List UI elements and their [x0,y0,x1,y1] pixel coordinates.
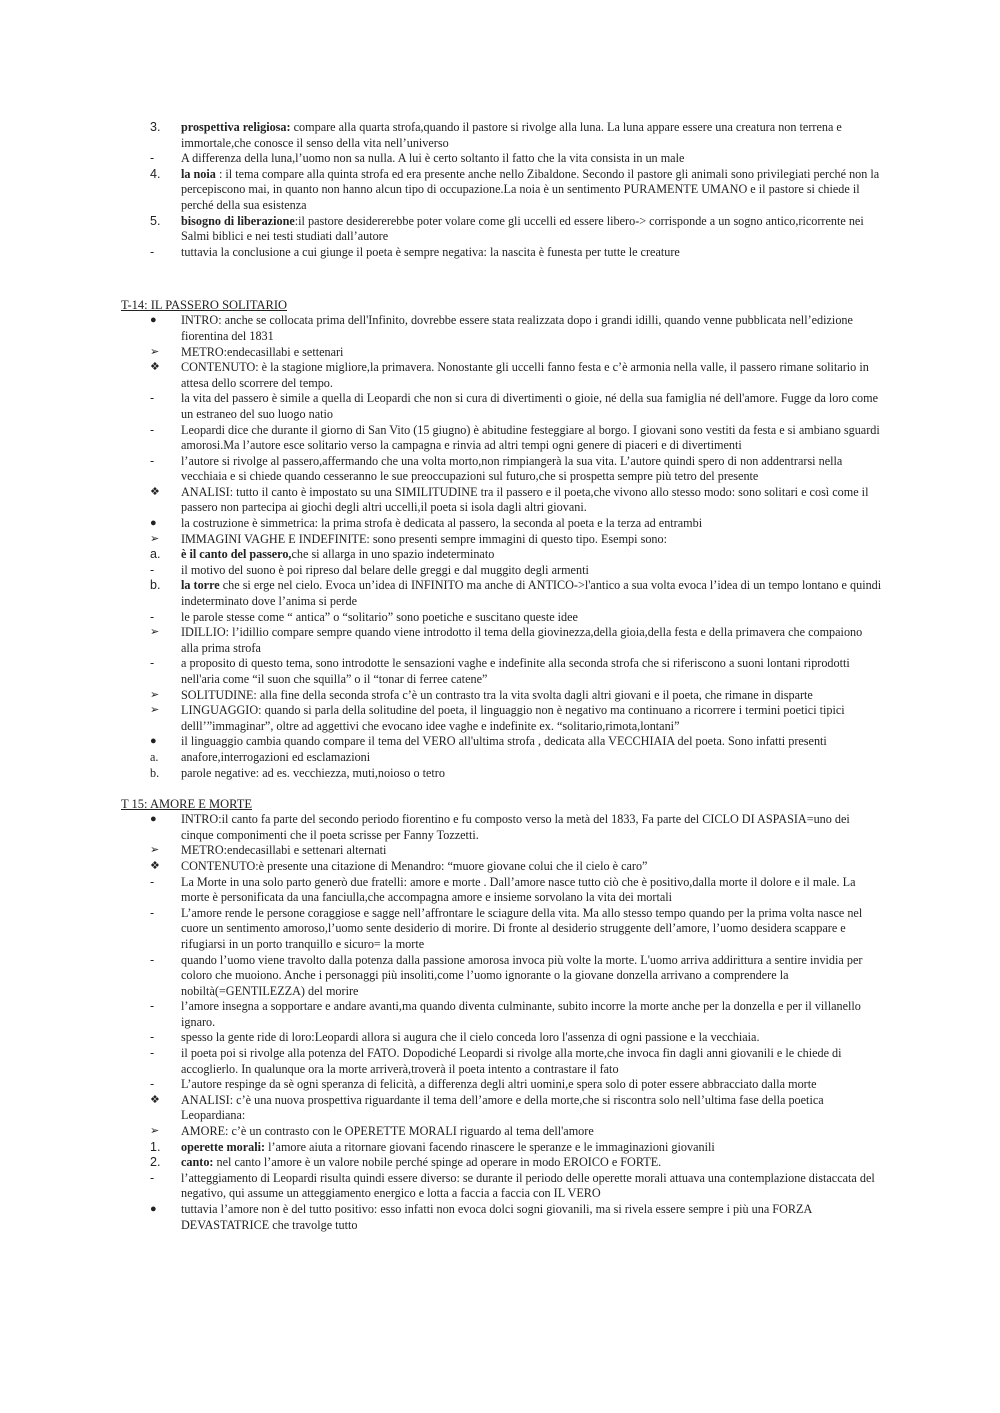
item-text: IMMAGINI VAGHE E INDEFINITE: sono presenti sempre immagini di questo tipo. Esempi sono: [181,531,667,546]
list-marker: ❖ [150,1093,160,1106]
item-text: IDILLIO: l’idillio compare sempre quando viene introdotto il tema della giovinezza,della gioia,della festa e della primavera che compaiono alla prima strofa [181,625,863,655]
list-marker: - [150,391,155,406]
item-text: METRO:endecasillabi e settenari [181,344,344,359]
list-marker: - [150,656,155,671]
item-text: l’autore si rivolge al passero,affermando che una volta morto,non rimpiangerà la sua vita. L’autore quindi spero di non addentrarsi nella vecchiaia e si chiede quando cesseranno le sue preoccupazioni sul futuro,che si prospetta sempre più tetro del presente [181,453,843,484]
list-item [0,1202,1000,1233]
bold-term: operette morali: [181,1139,266,1154]
list-marker: - [150,952,155,967]
document-page [0,120,1000,1233]
list-marker: ● [150,735,157,748]
item-text: METRO:endecasillabi e settenari alternati [181,843,387,858]
list-item [0,345,1000,361]
list-item [0,953,1000,1000]
list-item [0,454,1000,485]
item-text: ANALISI: tutto il canto è impostato su una SIMILITUDINE tra il passero e il poeta,che vivono allo stesso modo: sono solitari e così come il passero non partecipa ai giochi degli altri uccelli,il poeta si isola dagli altri giovani. [181,484,869,515]
list-marker: - [150,1077,155,1092]
item-text: A differenza della luna,l’uomo non sa nulla. A lui è certo soltanto il fatto che la vita consista in un male [181,151,685,166]
list-item [0,843,1000,859]
bold-term: canto: [181,1155,214,1170]
list-marker: ● [150,813,157,826]
list-marker: ❖ [150,361,160,374]
list-item [0,656,1000,687]
list-item [0,766,1000,782]
item-text: L’amore rende le persone coraggiose e sagge nell’affrontare le sciagure della vita. Ma allo stesso tempo quando per la prima volta nasce nel cuore un sentimento amoroso,l’uomo sente desiderio di morire. Di fronte al desiderio struggente dell’amore, l’uomo desidera scappare e rifugiarsi in un porto tranquillo e sicuro= la morte [181,905,863,951]
list-item [0,734,1000,750]
list-item [0,532,1000,548]
list-marker: ➢ [150,704,160,717]
list-marker: ❖ [150,859,160,872]
list-marker: - [150,609,155,624]
item-text: AMORE: c’è un contrasto con le OPERETTE MORALI riguardo al tema dell'amore [181,1124,594,1139]
list-item [0,906,1000,953]
item-text: : il tema compare alla quinta strofa ed era presente anche nello Zibaldone. Secondo il pastore gli animali sono privilegiati perché non la percepiscono mai, in quanto non hanno alcun tipo di occupazione.La noia è un sentimento PURAMENTE UMANO e il pastore si chiede il perché della sua esistenza [181,166,880,212]
list-marker: ➢ [150,532,160,545]
list-item [0,875,1000,906]
item-text: che si erge nel cielo. Evoca un’idea di INFINITO ma anche di ANTICO->l'antico a sua volta evoca l’idea di un tempo lontano e quindi indeterminato dove l’anima si perde [181,578,882,609]
list-item [0,859,1000,875]
list-marker: - [150,151,155,166]
list-marker: - [150,422,155,437]
list-item [0,485,1000,516]
list-marker: ➢ [150,688,160,701]
item-text: :il pastore desidererebbe poter volare come gli uccelli ed essere libero-> corrisponde a un sogno antico,ricorrente nei Salmi biblici e nei testi studiati dall’autore [181,213,864,244]
list-marker: a. [150,749,159,764]
item-text: Leopardi dice che durante il giorno di San Vito (15 giugno) è abitudine festeggiare al borgo. I giovani sono vestiti da festa e si ambiano sguardi amorosi.Ma l’autore esce solitario verso la campagna e rinvia ad altri tempi ogni genere di piaceri e di divertimenti [181,422,880,453]
bold-term: la noia [181,166,216,181]
list-marker: - [150,874,155,889]
list-item [0,610,1000,626]
list-marker: ❖ [150,485,160,498]
list-item [0,625,1000,656]
list-item [0,1077,1000,1093]
list-marker: - [150,1046,155,1061]
item-text: INTRO:il canto fa parte del secondo periodo fiorentino e fu composto verso la metà del 1833, Fa parte del CICLO DI ASPASIA=uno dei cinque componimenti che il poeta scrisse per Fanny Tozzetti. [181,812,850,842]
item-text: anafore,interrogazioni ed esclamazioni [181,749,371,764]
item-text: il linguaggio cambia quando compare il tema del VERO all'ultima strofa , dedicata alla VECCHIAIA del poeta. Sono infatti presenti [181,734,827,749]
list-item [0,688,1000,704]
list-item [0,516,1000,532]
item-text: parole negative: ad es. vecchiezza, muti,noioso o tetro [181,765,445,780]
item-text: le parole stesse come “ antica” o “solitario” sono poetiche e suscitano queste idee [181,609,578,624]
list-item [0,812,1000,843]
list-item [0,245,1000,261]
list-marker: 5. [150,213,161,228]
list-marker: 1. [150,1139,161,1154]
item-text: LINGUAGGIO: quando si parla della solitudine del poeta, il linguaggio non è negativo ma continuano a ricorrere i termini poetici tipici delll’”immaginar”, oltre ad aggettivi che evocano idee vaghe e indefinite ex. “solitario,rimota,lontani” [181,703,845,733]
list-marker: b. [150,578,161,593]
bold-term: è il canto del passero, [181,547,292,562]
list-item [0,999,1000,1030]
item-text: a proposito di questo tema, sono introdotte le sensazioni vaghe e indefinite alla seconda strofa che si riferiscono a suoni lontani riprodotti nell'aria come “il suon che squilla” o il “tonar di ferree catene” [181,656,850,686]
list-item [0,360,1000,391]
list-item [0,703,1000,734]
item-text: la costruzione è simmetrica: la prima strofa è dedicata al passero, la seconda al poeta e la terza ad entrambi [181,516,703,531]
list-marker: 3. [150,120,161,134]
item-text: La Morte in una solo parto generò due fratelli: amore e morte . Dall’amore nasce tutto ciò che è positivo,dalla morte il dolore e il male. La morte è personificata da una fanciulla,che accompagna amore e insieme sorvolano la vita dei mortali [181,874,856,905]
section-heading: T 15: AMORE E MORTE [121,797,252,812]
list-item [0,1155,1000,1171]
item-text: l’amore insegna a sopportare e andare avanti,ma quando diventa culminante, subito incorre la morte anche per la donzella e per il villanello ignaro. [181,999,861,1029]
list-item [0,1140,1000,1156]
item-text: l’atteggiamento di Leopardi risulta quindi essere diverso: se durante il periodo delle operette morali attuava una contemplazione distaccata del negativo, qui assume un atteggiamento energico e lotta a faccia a faccia con IL VERO [181,1170,875,1201]
list-marker: ➢ [150,626,160,639]
list-item [0,120,1000,151]
list-item [0,1093,1000,1124]
item-text: INTRO: anche se collocata prima dell'Infinito, dovrebbe essere stata realizzata dopo i grandi idilli, quando venne pubblicata nell’edizione fiorentina del 1831 [181,313,853,343]
list-item [0,578,1000,609]
item-text: la vita del passero è simile a quella di Leopardi che non si cura di divertimenti o gioie, né della sua famiglia né dell'amore. Fugge da loro come un estraneo del suo luogo natio [181,391,878,421]
bold-term: prospettiva religiosa: [181,120,291,134]
list-marker: - [150,905,155,920]
item-text: spesso la gente ride di loro:Leopardi allora si augura che il cielo conceda loro l'assenza di ogni passione e la vecchiaia. [181,1030,760,1045]
list-item [0,214,1000,245]
list-marker: - [150,999,155,1014]
item-text: tuttavia la conclusione a cui giunge il poeta è sempre negativa: la nascita è funesta per tutte le creature [181,244,680,259]
item-text: l’amore aiuta a ritornare giovani facendo rinascere le speranze e le immaginazioni giovanili [265,1139,715,1154]
item-text: il poeta poi si rivolge alla potenza del FATO. Dopodiché Leopardi si rivolge alla morte,che invoca fin dagli anni giovanili e le chiede di accoglierlo. In qualunque ora la morte arriverà,troverà il poeta intento a contrastare il fato [181,1046,842,1076]
item-text: L’autore respinge da sè ogni speranza di felicità, a differenza degli altri uomini,e spera solo di poter essere abbracciato dalla morte [181,1077,817,1092]
list-marker: - [150,244,155,259]
list-item [0,313,1000,344]
list-marker: ➢ [150,844,160,857]
bold-term: bisogno di liberazione [181,213,295,228]
item-text: tuttavia l’amore non è del tutto positivo: esso infatti non evoca dolci sogni giovanili, ma si rivela essere sempre i più una FORZA DEVASTATRICE che travolge tutto [181,1202,812,1232]
list-marker: 2. [150,1155,161,1170]
list-marker: ➢ [150,1125,160,1138]
list-item [0,1171,1000,1202]
list-marker: ➢ [150,345,160,358]
item-text: CONTENUTO:è presente una citazione di Menandro: “muore giovane colui che il cielo è caro” [181,858,648,873]
list-marker: - [150,453,155,468]
item-text: CONTENUTO: è la stagione migliore,la primavera. Nonostante gli uccelli fanno festa e c’è armonia nella valle, il passero rimane solitario in attesa dello scorrere del tempo. [181,360,869,390]
list-marker: a. [150,547,161,562]
item-text: ANALISI: c’è una nuova prospettiva riguardante il tema dell’amore e della morte,che si riscontra solo nell’ultima fase della poetica Leopardiana: [181,1092,824,1123]
item-text: quando l’uomo viene travolto dalla potenza dalla passione amorosa invoca più volte la morte. L'uomo arriva addirittura a sentire invidia per coloro che muoiono. Anche i personaggi più insoliti,come l’uomo ignorante o la giovane donzella arrivano a comprendere la nobiltà(=GENTILEZZA) del morire [181,952,863,998]
item-text: che si allarga in uno spazio indeterminato [291,547,495,562]
list-item [0,423,1000,454]
item-text: il motivo del suono è poi ripreso dal belare delle greggi e dal muggito degli armenti [181,562,589,577]
list-item [0,547,1000,563]
list-marker: - [150,1030,155,1045]
list-marker: 4. [150,166,161,181]
section-heading: T-14: IL PASSERO SOLITARIO [121,298,288,313]
list-item [0,391,1000,422]
list-item [0,1046,1000,1077]
item-text: nel canto l’amore è un valore nobile perché spinge ad operare in modo EROICO e FORTE. [213,1155,662,1170]
item-text: compare alla quarta strofa,quando il pastore si rivolge alla luna. La luna appare essere una creatura non terrena e immortale,che conosce il senso della vita nell’universo [181,120,842,150]
list-marker: ● [150,517,157,530]
list-item [0,167,1000,214]
list-marker: - [150,1170,155,1185]
list-item [0,563,1000,579]
section-spacer [0,781,1000,796]
list-item [0,151,1000,167]
section-spacer [0,260,1000,297]
list-marker: b. [150,765,160,780]
item-text: SOLITUDINE: alla fine della seconda strofa c’è un contrasto tra la vita svolta dagli altri giovani e il poeta, che rimane in disparte [181,687,813,702]
bold-term: la torre [181,578,220,593]
list-item [0,1124,1000,1140]
list-marker: - [150,562,155,577]
list-item [0,750,1000,766]
list-marker: ● [150,314,157,327]
list-marker: ● [150,1203,157,1215]
list-item [0,1030,1000,1046]
